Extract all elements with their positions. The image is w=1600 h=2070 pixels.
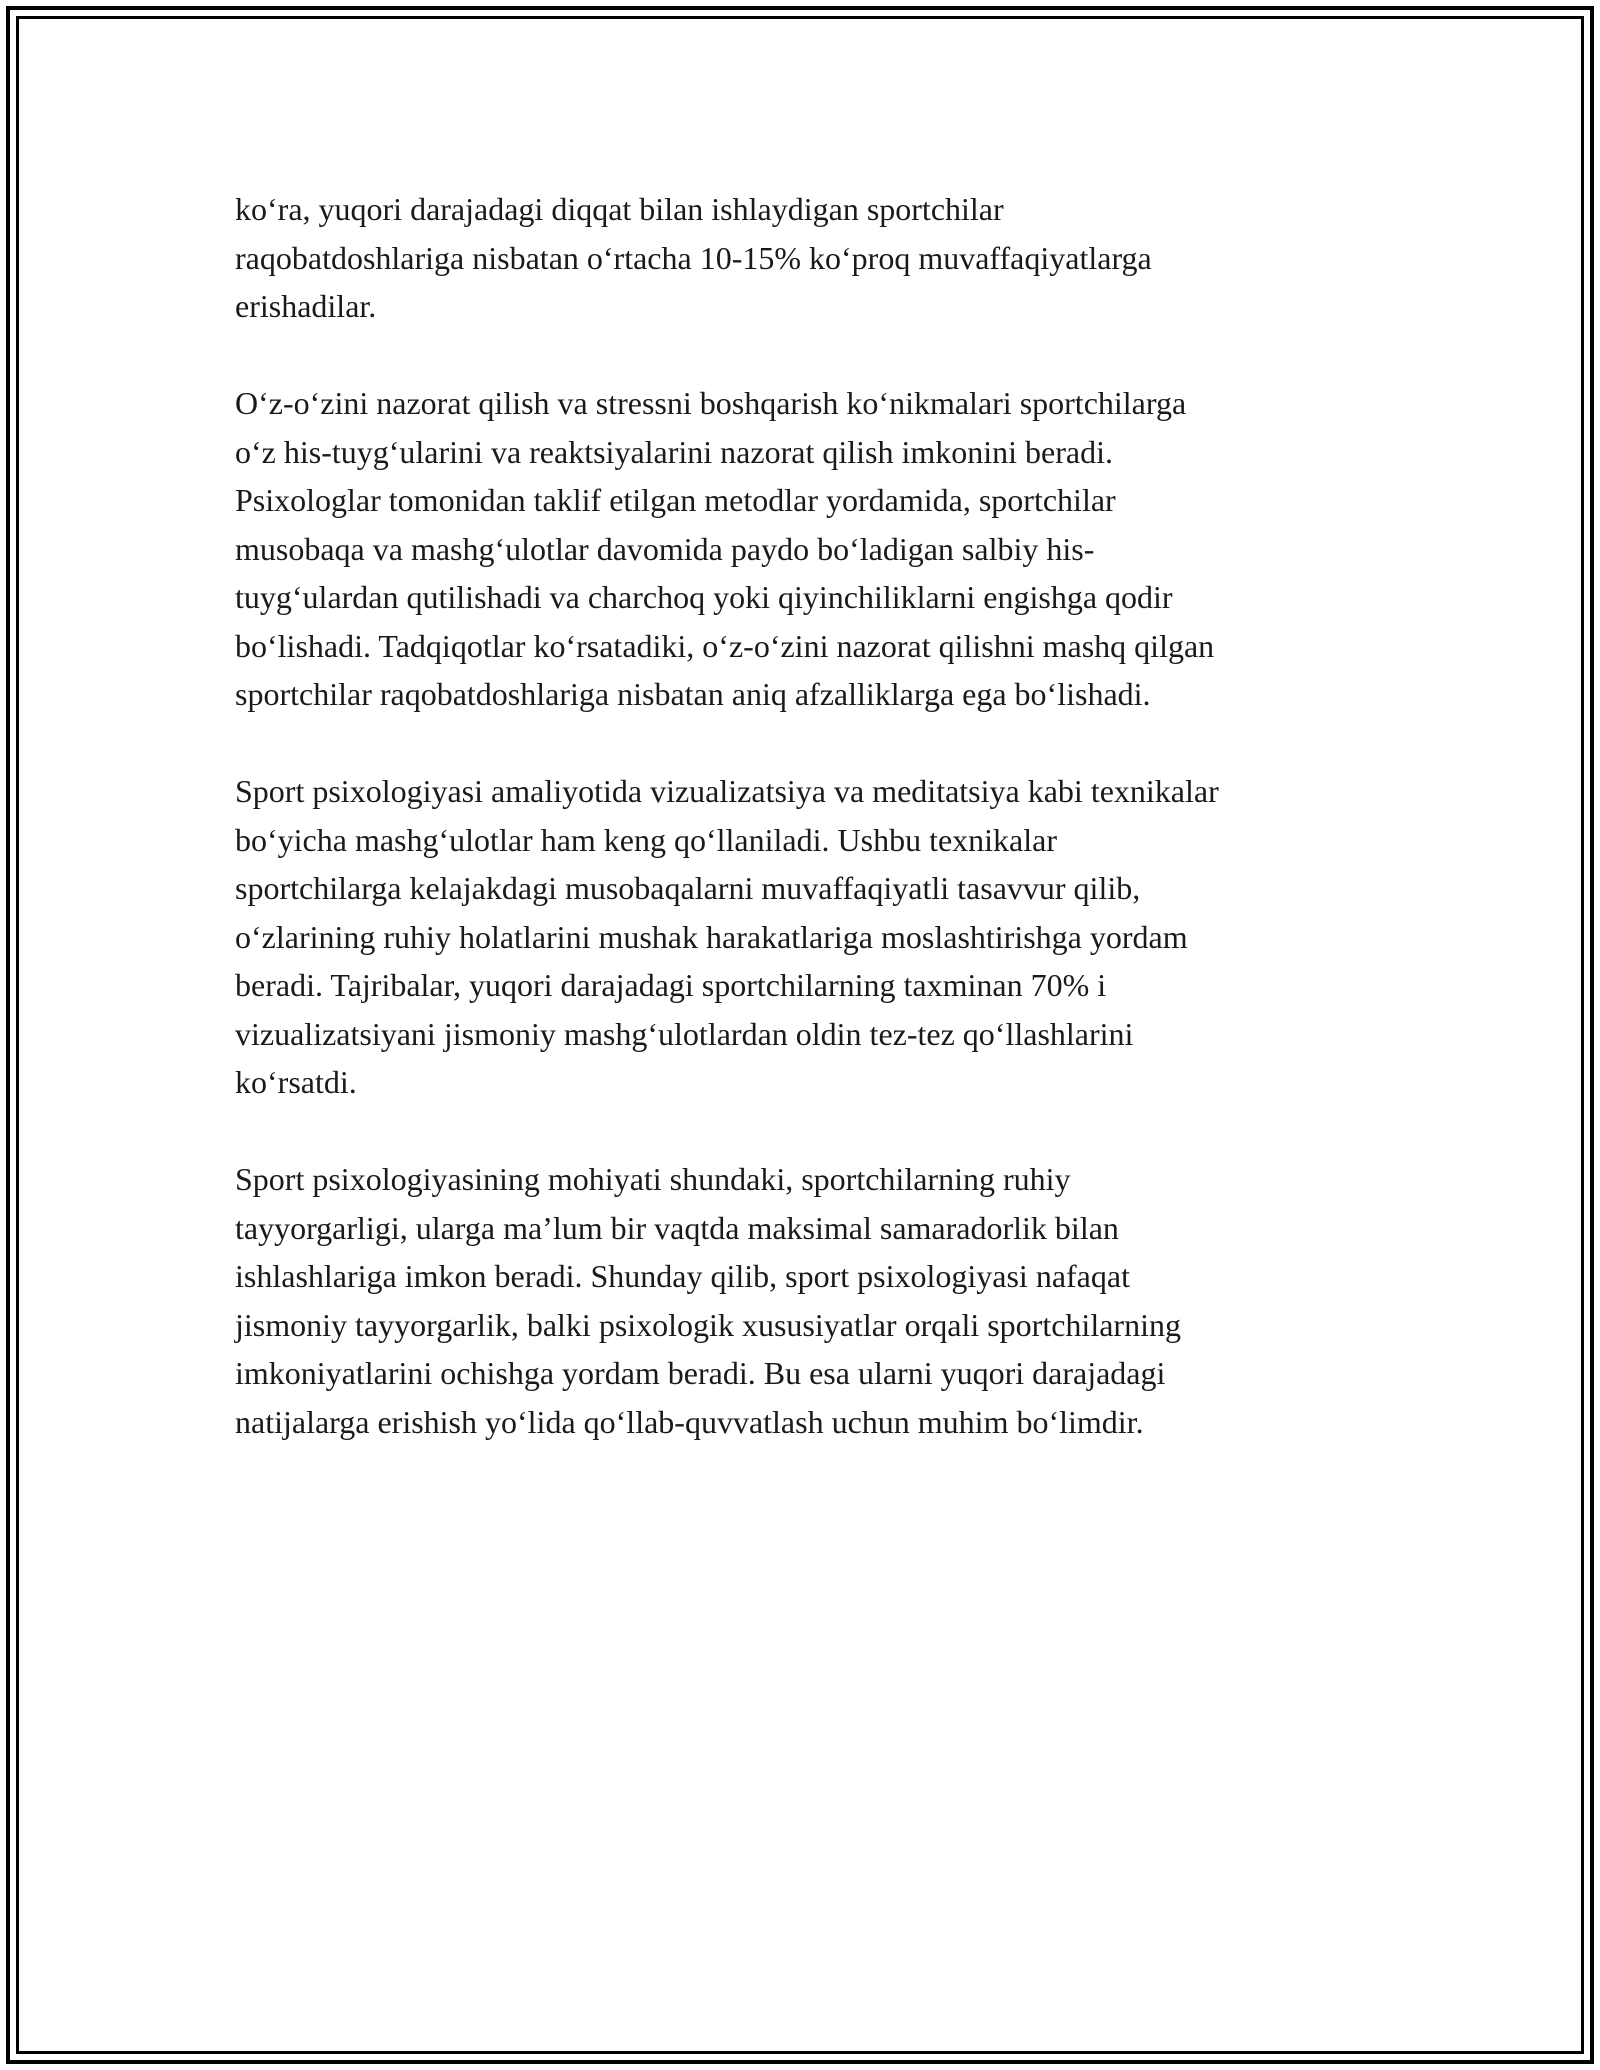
paragraph-3: Sport psixologiyasi amaliyotida vizualizatsiya va meditatsiya kabi texnikalar bo‘yicha mashg‘ulotlar ham keng qo‘llaniladi. Ushbu texnikalar sportchilarga kelajakdagi musobaqalarni muvaffaqiyatli tasavvur qilib, o‘zlarining ruhiy holatlarini mushak harakatlariga moslashtirishga yordam beradi. Tajribalar, yuqori darajadagi sportchilarning taxminan 70% i vizualizatsiyani jismoniy mashg‘ulotlardan oldin tez-tez qo‘llashlarini ko‘rsatdi. (235, 773, 1219, 1100)
paragraph-2: O‘z-o‘zini nazorat qilish va stressni boshqarish ko‘nikmalari sportchilarga o‘z his-tuyg‘ularini va reaktsiyalarini nazorat qilish imkonini beradi. Psixologlar tomonidan taklif etilgan metodlar yordamida, sportchilar musobaqa va mashg‘ulotlar davomida paydo bo‘ladigan salbiy his- tuyg‘ulardan qutilishadi va charchoq yoki qiyinchiliklarni engishga qodir bo‘lishadi. Tadqiqotlar ko‘rsatadiki, o‘z-o‘zini nazorat qilishni mashq qilgan sportchilar raqobatdoshlariga nisbatan aniq afzalliklarga ega bo‘lishadi. (235, 385, 1215, 712)
document-body (235, 185, 1385, 1495)
paragraph-1: ko‘ra, yuqori darajadagi diqqat bilan ishlaydigan sportchilar raqobatdoshlariga nisbatan o‘rtacha 10-15% ko‘proq muvaffaqiyatlarga erishadilar. (235, 191, 1152, 324)
paragraph-4: Sport psixologiyasining mohiyati shundaki, sportchilarning ruhiy tayyorgarligi, ularga ma’lum bir vaqtda maksimal samaradorlik bilan ishlashlariga imkon beradi. Shunday qilib, sport psixologiyasi nafaqat jismoniy tayyorgarlik, balki psixologik xususiyatlar orqali sportchilarning imkoniyatlarini ochishga yordam beradi. Bu esa ularni yuqori darajadagi natijalarga erishish yo‘lida qo‘llab-quvvatlash uchun muhim bo‘limdir. (235, 1161, 1181, 1440)
